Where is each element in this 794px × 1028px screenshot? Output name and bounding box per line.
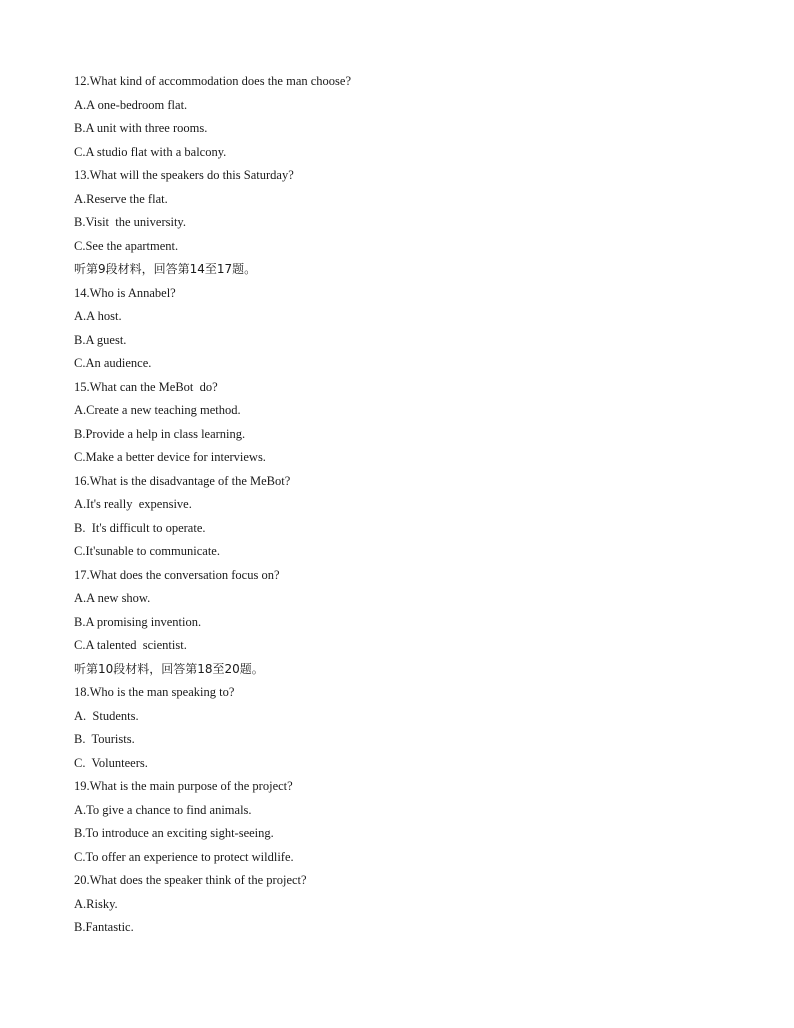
section-instruction: 听第9段材料，回答第14至17题。	[74, 262, 257, 276]
question-text: 12.What kind of accommodation does the man choose?	[74, 74, 352, 88]
answer-option: C.See the apartment.	[74, 238, 179, 253]
answer-option: A.A new show.	[74, 591, 151, 605]
question-text: 17.What does the conversation focus on?	[74, 567, 280, 582]
answer-option: B.Fantastic.	[74, 920, 134, 934]
answer-option: C.An audience.	[74, 356, 152, 370]
section-instruction: 听第10段材料，回答第18至20题。	[74, 661, 264, 676]
answer-option: C.A studio flat with a balcony.	[74, 144, 227, 159]
answer-option: A.Risky.	[74, 896, 118, 911]
answer-option: A.A host.	[74, 309, 122, 323]
question-text: 13.What will the speakers do this Saturday?	[74, 168, 294, 182]
answer-option: C.To offer an experience to protect wildlife.	[74, 849, 294, 864]
answer-option: B.A promising invention.	[74, 614, 202, 629]
answer-option: A. Students.	[74, 708, 139, 723]
question-list	[74, 70, 734, 940]
answer-option: C. Volunteers.	[74, 755, 148, 770]
question-text: 19.What is the main purpose of the project?	[74, 779, 293, 793]
answer-option: A.It's really expensive.	[74, 497, 192, 511]
answer-option: A.To give a chance to find animals.	[74, 802, 252, 817]
answer-option: A.Reserve the flat.	[74, 191, 168, 206]
answer-option: C.It'sunable to communicate.	[74, 544, 220, 558]
question-text: 15.What can the MeBot do?	[74, 379, 218, 394]
question-text: 16.What is the disadvantage of the MeBot?	[74, 473, 291, 488]
answer-option: B.To introduce an exciting sight-seeing.	[74, 826, 274, 840]
question-text: 18.Who is the man speaking to?	[74, 685, 235, 699]
answer-option: B. It's difficult to operate.	[74, 520, 206, 535]
answer-option: B.Provide a help in class learning.	[74, 426, 246, 441]
answer-option: B.A guest.	[74, 332, 127, 347]
answer-option: B. Tourists.	[74, 732, 135, 746]
question-text: 20.What does the speaker think of the project?	[74, 873, 307, 887]
answer-option: C.A talented scientist.	[74, 638, 187, 652]
answer-option: A.Create a new teaching method.	[74, 403, 241, 417]
answer-option: C.Make a better device for interviews.	[74, 450, 266, 464]
answer-option: A.A one-bedroom flat.	[74, 97, 188, 112]
answer-option: B.A unit with three rooms.	[74, 121, 208, 135]
question-text: 14.Who is Annabel?	[74, 285, 176, 300]
answer-option: B.Visit the university.	[74, 215, 186, 229]
